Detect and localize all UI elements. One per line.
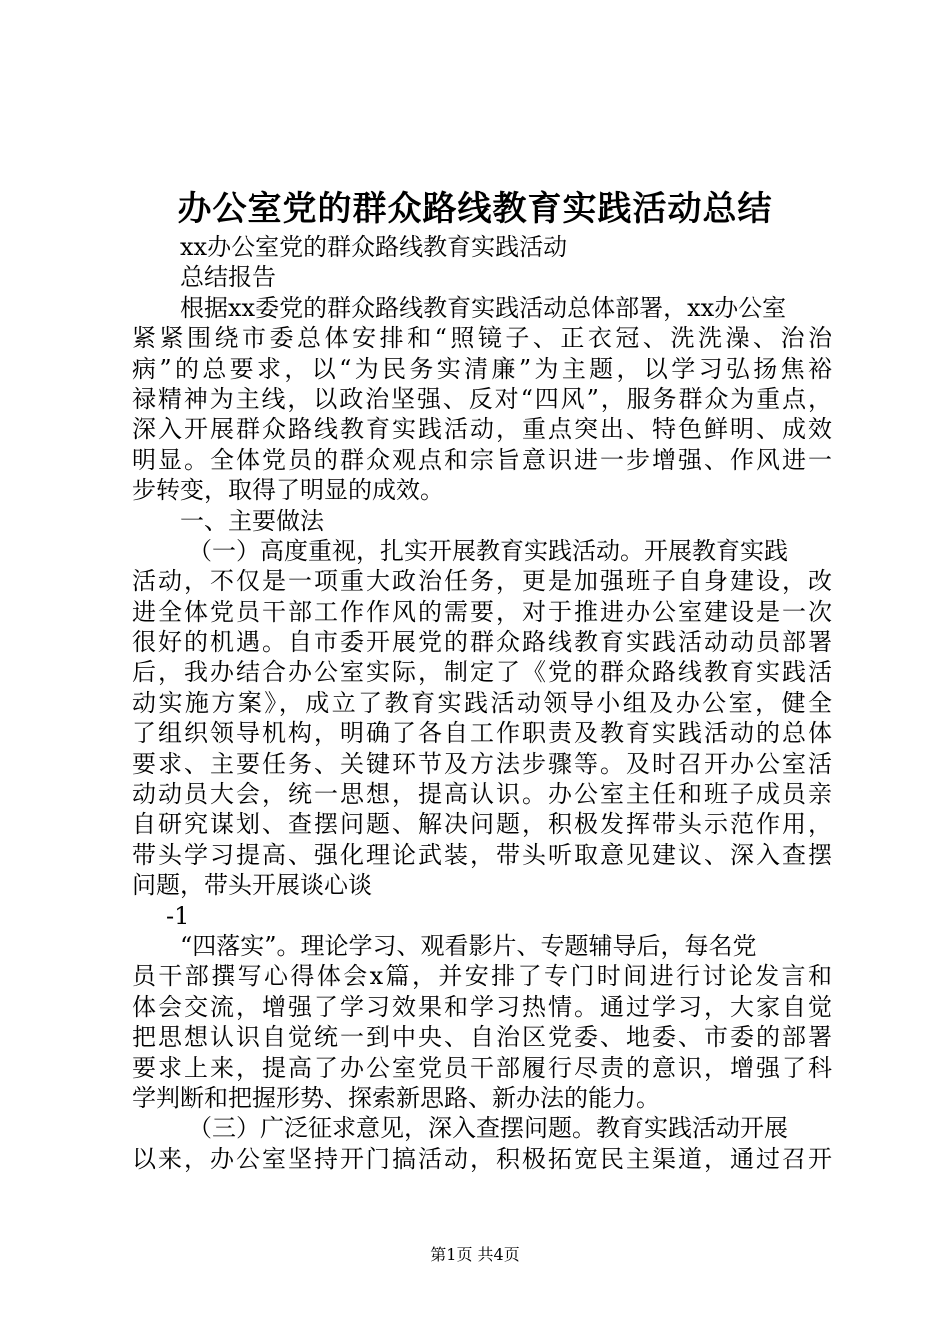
paragraph-line: 明显。全体党员的群众观点和宗旨意识进一步增强、作风进一 bbox=[132, 445, 832, 474]
paragraph-line: 病”的总要求，以“为民务实清廉”为主题，以学习弘扬焦裕 bbox=[132, 354, 832, 383]
paragraph-line: 以来，办公室坚持开门搞活动，积极拓宽民主渠道，通过召开 bbox=[132, 1144, 832, 1173]
paragraph-line: “四落实”。理论学习、观看影片、专题辅导后，每名党 bbox=[180, 931, 757, 960]
paragraph-line: 把思想认识自觉统一到中央、自治区党委、地委、市委的部署 bbox=[132, 1023, 832, 1052]
paragraph-line: 根据xx委党的群众路线教育实践活动总体部署，xx办公室 bbox=[180, 293, 787, 322]
page-footer: 第1页 共4页 bbox=[430, 1245, 520, 1264]
paragraph-line: （一）高度重视，扎实开展教育实践活动。开展教育实践 bbox=[188, 536, 788, 565]
paragraph-line: 紧紧围绕市委总体安排和“照镜子、正衣冠、洗洗澡、治治 bbox=[132, 324, 832, 353]
paragraph-line: 员干部撰写心得体会x篇，并安排了专门时间进行讨论发言和 bbox=[132, 962, 832, 991]
paragraph-line: 进全体党员干部工作作风的需要，对于推进办公室建设是一次 bbox=[132, 597, 832, 626]
paragraph-line: （三）广泛征求意见，深入查摆问题。教育实践活动开展 bbox=[188, 1114, 788, 1143]
paragraph-line: 自研究谋划、查摆问题、解决问题，积极发挥带头示范作用， bbox=[132, 810, 832, 839]
paragraph-line: 活动，不仅是一项重大政治任务，更是加强班子自身建设，改 bbox=[132, 567, 832, 596]
section-heading: 一、主要做法 bbox=[180, 506, 324, 535]
paragraph-line: 体会交流，增强了学习效果和学习热情。通过学习，大家自觉 bbox=[132, 992, 832, 1021]
paragraph-line: 了组织领导机构，明确了各自工作职责及教育实践活动的总体 bbox=[132, 719, 832, 748]
paragraph-line: 带头学习提高、强化理论武装，带头听取意见建议、深入查摆 bbox=[132, 840, 832, 869]
paragraph-line: 动实施方案》，成立了教育实践活动领导小组及办公室，健全 bbox=[132, 688, 832, 717]
paragraph-line: 学判断和把握形势、探索新思路、新办法的能力。 bbox=[132, 1083, 660, 1112]
page-marker: -1 bbox=[166, 901, 190, 930]
paragraph-line: 禄精神为主线，以政治坚强、反对“四风”，服务群众为重点， bbox=[132, 384, 832, 413]
subtitle-line: 总结报告 bbox=[180, 263, 276, 292]
paragraph-line: 要求、主要任务、关键环节及方法步骤等。及时召开办公室活 bbox=[132, 749, 832, 778]
paragraph-line: 步转变，取得了明显的成效。 bbox=[132, 476, 444, 505]
paragraph-line: 问题，带头开展谈心谈 bbox=[132, 871, 372, 900]
document-body bbox=[132, 232, 832, 1174]
page-title: 办公室党的群众路线教育实践活动总结 bbox=[177, 189, 773, 229]
paragraph-line: 很好的机遇。自市委开展党的群众路线教育实践活动动员部署 bbox=[132, 628, 832, 657]
paragraph-line: 后，我办结合办公室实际，制定了《党的群众路线教育实践活 bbox=[132, 658, 832, 687]
paragraph-line: 要求上来，提高了办公室党员干部履行尽责的意识，增强了科 bbox=[132, 1053, 832, 1082]
paragraph-line: 深入开展群众路线教育实践活动，重点突出、特色鲜明、成效 bbox=[132, 415, 832, 444]
subtitle-line: xx办公室党的群众路线教育实践活动 bbox=[180, 233, 568, 261]
paragraph-line: 动动员大会，统一思想，提高认识。办公室主任和班子成员亲 bbox=[132, 780, 832, 809]
